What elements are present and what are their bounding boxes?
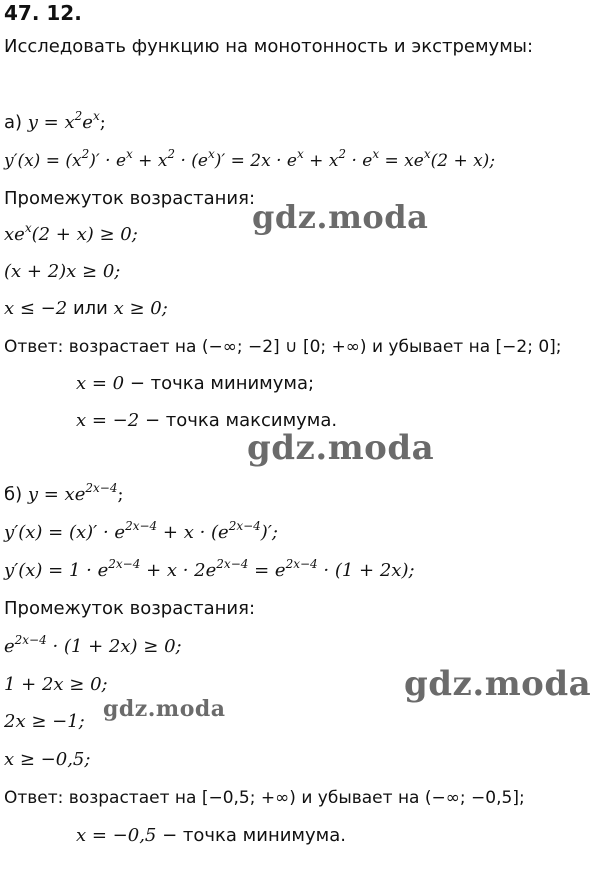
part-a-label: а)	[4, 112, 28, 133]
part-b-inequality-2: 1 + 2x ≥ 0;	[4, 674, 108, 695]
part-a-inequality-3: x ≤ −2 или x ≥ 0;	[4, 298, 168, 319]
part-a-minimum: x = 0 − точка минимума;	[76, 373, 315, 394]
part-b-minimum: x = −0,5 − точка минимума.	[76, 825, 346, 846]
part-a-maximum: x = −2 − точка максимума.	[76, 410, 338, 431]
watermark-4: gdz.moda	[103, 696, 226, 722]
part-a-derivative: $y'(x) = (x^2)' \cdot e^x + x^2 \cdot (e^x)' = 2x \cdot e^x + x^2 \cdot e^x = xe^x(2 + x)$;	[4, 147, 496, 171]
part-a-answer: Ответ: возрастает на (−∞; −2] ∪ [0; +∞) и убывает на [−2; 0];	[4, 337, 562, 357]
problem-intro: Исследовать функцию на монотонность и экстремумы:	[4, 36, 534, 57]
part-b-inequality-1: $e^{2x-4} \cdot (1 + 2x) \ge 0$;	[4, 633, 182, 657]
part-b-inequality-3: 2x ≥ −1;	[4, 711, 85, 732]
part-b-answer: Ответ: возрастает на [−0,5; +∞) и убывает на (−∞; −0,5];	[4, 788, 525, 808]
part-b-inequality-4: x ≥ −0,5;	[4, 749, 91, 770]
watermark-1: gdz.moda	[252, 198, 429, 236]
watermark-2: gdz.moda	[247, 428, 435, 468]
part-b-label: б)	[4, 484, 28, 505]
part-a-inequality-1: $xe^x(2 + x) \ge 0$;	[4, 221, 138, 245]
part-b-increase-label: Промежуток возрастания:	[4, 598, 256, 619]
part-b-derivative-1: $y'(x) = (x)' \cdot e^{2x-4} + x \cdot (e^{2x-4})'$;	[4, 519, 278, 543]
problem-title: 47. 12.	[4, 1, 82, 25]
part-b-derivative-2: $y'(x) = 1 \cdot e^{2x-4} + x \cdot 2e^{2x-4} = e^{2x-4} \cdot (1 + 2x)$;	[4, 557, 415, 581]
part-b-function: б) $y = xe^{2x-4}$;	[4, 481, 124, 505]
part-a-function: а) $y = x^2e^x$;	[4, 109, 106, 133]
watermark-3: gdz.moda	[404, 664, 592, 704]
part-a-increase-label: Промежуток возрастания:	[4, 188, 256, 209]
part-a-inequality-2: (x + 2)x ≥ 0;	[4, 261, 121, 282]
